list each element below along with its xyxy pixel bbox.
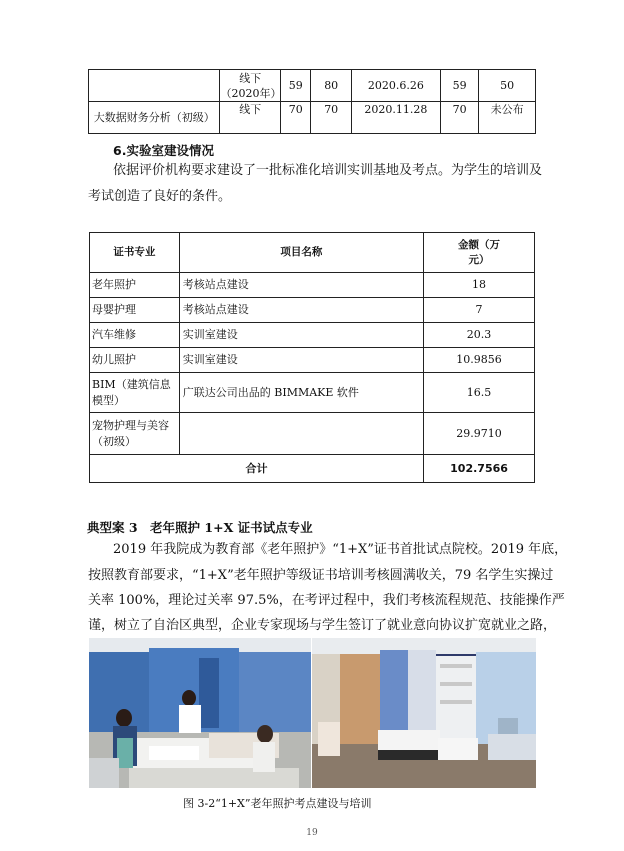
amount-cell: 29.9710	[424, 413, 535, 455]
case-title: 典型案 3 老年照护 1+X 证书试点专业	[87, 520, 313, 535]
table-total-row	[90, 455, 535, 483]
training-room-photo	[89, 638, 311, 788]
table-row	[90, 298, 535, 323]
table-row	[90, 413, 535, 455]
exam-station-illustration	[312, 638, 536, 788]
cert-cell: 幼儿照护	[90, 348, 180, 373]
value-cell: 未公布	[479, 102, 536, 134]
value-cell: 50	[479, 70, 536, 102]
header-project: 项目名称	[179, 233, 423, 273]
mode-cell: 线下	[220, 102, 281, 134]
value-cell: 70	[440, 102, 478, 134]
value-cell: 80	[311, 70, 351, 102]
page-number: 19	[306, 828, 318, 838]
paragraph-line: 谨，树立了自治区典型，企业专家现场与学生签订了就业意向协议扩宽就业之路，	[88, 618, 557, 633]
table-row	[90, 373, 535, 413]
header-amount: 金额（万元）	[424, 233, 535, 273]
table-row	[89, 70, 536, 102]
paragraph-line: 依据评价机构要求建设了一批标准化培训实训基地及考点。为学生的培训及	[113, 163, 543, 178]
header-cert: 证书专业	[90, 233, 180, 273]
cert-cell: 老年照护	[90, 273, 180, 298]
cert-cell: 母婴护理	[90, 298, 180, 323]
project-cell: 实训室建设	[179, 348, 423, 373]
cert-cell: 汽车维修	[90, 323, 180, 348]
project-cell: 考核站点建设	[179, 298, 423, 323]
exam-station-photo	[312, 638, 536, 788]
mode-cell: 线下（2020年）	[220, 71, 282, 100]
exam-results-table	[88, 69, 536, 134]
project-cell: 考核站点建设	[179, 273, 423, 298]
amount-cell: 18	[424, 273, 535, 298]
value-cell: 70	[281, 102, 311, 134]
section-heading: 6.实验室建设情况	[113, 143, 214, 158]
project-cell: 实训室建设	[179, 323, 423, 348]
date-cell: 2020.6.26	[351, 70, 440, 102]
cert-cell: 宠物护理与美容（初级）	[90, 413, 180, 455]
amount-cell: 10.9856	[424, 348, 535, 373]
paragraph-line: 考试创造了良好的条件。	[88, 189, 232, 204]
table-row	[90, 348, 535, 373]
cert-cell	[89, 70, 220, 102]
training-room-illustration	[89, 638, 311, 788]
table-row	[90, 273, 535, 298]
amount-cell: 16.5	[424, 373, 535, 413]
paragraph-line: 2019 年我院成为教育部《老年照护》“1+X”证书首批试点院校。2019 年底，	[113, 542, 568, 557]
figure-caption: 图 3-2“1+X”老年照护考点建设与培训	[183, 797, 372, 810]
lab-construction-table	[89, 232, 535, 483]
amount-cell: 7	[424, 298, 535, 323]
project-cell	[179, 413, 423, 455]
amount-cell: 20.3	[424, 323, 535, 348]
paragraph-line: 按照教育部要求，“1+X”老年照护等级证书培训考核圆满收关，79 名学生实操过	[88, 568, 554, 583]
value-cell: 59	[440, 70, 478, 102]
date-cell: 2020.11.28	[351, 102, 440, 134]
paragraph-line: 关率 100%，理论过关率 97.5%，在考评过程中，我们考核流程规范、技能操作严	[88, 593, 565, 608]
cert-cell: 大数据财务分析（初级）	[89, 102, 220, 134]
value-cell: 70	[311, 102, 351, 134]
cert-cell: BIM（建筑信息模型）	[90, 373, 180, 413]
value-cell: 59	[281, 70, 311, 102]
table-header-row	[90, 233, 535, 273]
total-label: 合计	[90, 455, 424, 483]
total-amount: 102.7566	[424, 455, 535, 483]
project-cell: 广联达公司出品的 BIMMAKE 软件	[179, 373, 423, 413]
table-row	[89, 102, 536, 134]
table-row	[90, 323, 535, 348]
